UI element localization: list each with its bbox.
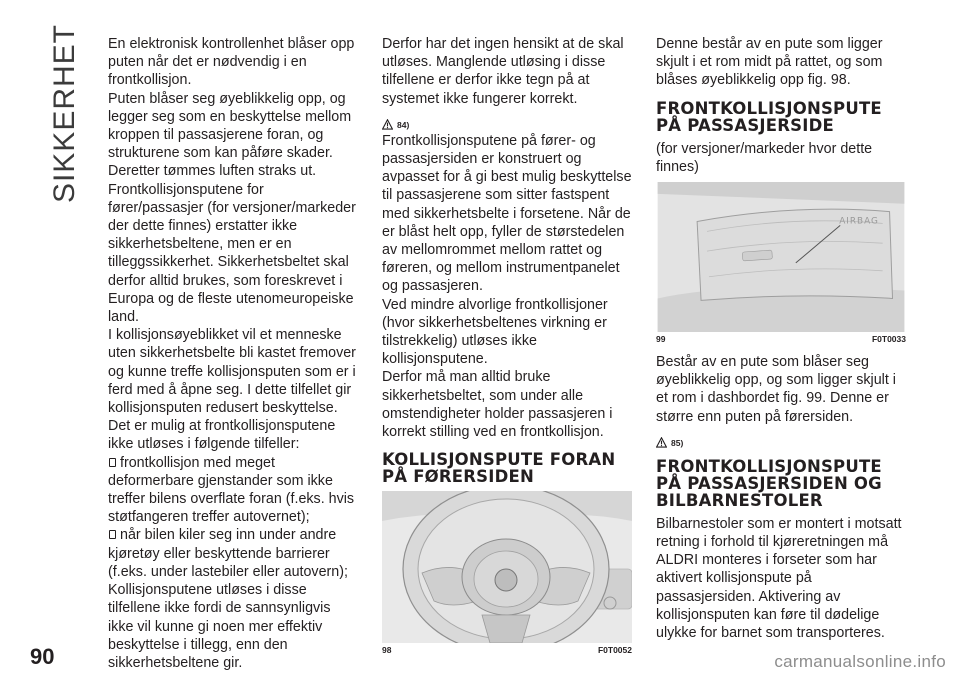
paragraph: Det er mulig at frontkollisjonsputene ikke utløses i følgende tilfeller: xyxy=(108,418,336,453)
paragraph: Derfor har det ingen hensikt at de skal utløses. Manglende utløsing i disse tilfellene er derfor ikke tegn på at systemet ikke fungerer korrekt. xyxy=(382,36,624,107)
warning-number: 84) xyxy=(397,119,410,130)
warning-reference xyxy=(656,428,906,448)
figure-code: F0T0052 xyxy=(597,645,632,656)
paragraph: Består av en pute som blåser seg øyeblikkelig opp, og som ligger skjult i et rom i dashbordet fig. 99. Denne er større enn puten på førersiden. xyxy=(656,354,896,425)
figure-caption xyxy=(656,334,906,345)
warning-number: 85) xyxy=(671,437,684,448)
passenger-airbag-illustration xyxy=(656,182,906,332)
bullet-icon xyxy=(109,530,116,539)
warning-triangle-icon xyxy=(382,119,393,130)
figure-code: F0T0033 xyxy=(871,334,906,345)
paragraph: Frontkollisjonsputene på fører- og passasjersiden er konstruert og avpasset for å gi best mulig beskyttelse til passasjerene som sitter fastspent med sikkerhetsbelte i forsetene. Når de er blåst helt opp, fyller de størstedelen av mellomrommet mellom rattet og føreren, og mellom instrumentpanelet og passasjeren. xyxy=(382,132,632,295)
section-heading: KOLLISJONSPUTE FORAN PÅ FØRERSIDEN xyxy=(382,450,616,487)
section-heading: FRONTKOLLISJONSPUTE PÅ PASSASJERSIDE xyxy=(656,98,882,135)
paragraph: Kollisjonsputene utløses i disse tilfellene ikke fordi de sannsynligvis ikke vil kunne gi noen mer effektiv beskyttelse i tillegg, enn den sikkerhetsbeltene gir. xyxy=(108,582,331,671)
section-heading: FRONTKOLLISJONSPUTE PÅ PASSASJERSIDEN OG BILBARNESTOLER xyxy=(656,456,882,510)
airbag-label: AIRBAG xyxy=(839,216,879,227)
figure-passenger-airbag xyxy=(656,182,906,345)
text-column-3 xyxy=(656,35,906,642)
text-column-1 xyxy=(108,35,358,672)
bullet-icon xyxy=(109,458,116,467)
figure-number: 98 xyxy=(382,645,392,656)
paragraph: Bilbarnestoler som er montert i motsatt retning i forhold til kjøreretningen må ALDRI monteres i forseter som har aktivert kollisjonspute på passasjersiden. Aktivering av kollisjonsputen kan føre til dødelige ulykke for barnet som transporteres. xyxy=(656,515,902,642)
paragraph: Derfor må man alltid bruke sikkerhetsbeltet, som under alle omstendigheter holder passasjeren i korrekt stilling ved en frontkollisjon. xyxy=(382,369,613,441)
section-title: SIKKERHET xyxy=(48,24,81,204)
text-column-2 xyxy=(382,35,632,656)
paragraph: Denne består av en pute som ligger skjult i et rom midt på rattet, og som blåses øyeblikkelig opp fig. 98. xyxy=(656,36,883,89)
figure-number: 99 xyxy=(656,334,666,345)
paragraph: (for versjoner/markeder hvor dette finnes) xyxy=(656,140,873,175)
list-item-text: når bilen kiler seg inn under andre kjøretøy eller beskyttende barrierer (f.eks. under lastebiler eller autovern); xyxy=(108,527,348,580)
list-item xyxy=(108,454,358,527)
list-item-text: frontkollisjon med meget deformerbare gjenstander som ikke treffer bilens overflate foran (f.eks. hvis støtfangeren treffer autovernet); xyxy=(108,454,355,526)
paragraph: Frontkollisjonsputene for fører/passasjer (for versjoner/markeder der dette finnes) erstatter ikke sikkerhetsbeltene, men er en tilleggssikkerhet. Sikkerhetsbeltet skal derfor alltid brukes, som foreskrevet i Europa og de fleste utenomeuropeiske land. xyxy=(108,181,356,326)
watermark-link[interactable]: carmanualsonline.info xyxy=(774,652,946,671)
paragraph: En elektronisk kontrollenhet blåser opp puten når det er nødvendig i en frontkollisjon. xyxy=(108,36,355,89)
page-number: 90 xyxy=(30,644,55,669)
warning-reference xyxy=(382,110,632,130)
paragraph: Ved mindre alvorlige frontkollisjoner (hvor sikkerhetsbeltenes virkning er tilstrekkelig) utløses ikke kollisjonsputene. xyxy=(382,296,608,368)
paragraph: Puten blåser seg øyeblikkelig opp, og legger seg som en beskyttelse mellom kroppen til passasjerene foran, og strukturene som kan påføre skader. Deretter tømmes luften straks ut. xyxy=(108,90,352,180)
warning-triangle-icon xyxy=(656,437,667,448)
paragraph: I kollisjonsøyeblikket vil et menneske uten sikkerhetsbelte bli kastet fremover og kunne treffe kollisjonsputen som er i ferd med å åpne seg. I dette tilfellet gir kollisjonsputen redusert beskyttelse. xyxy=(108,327,356,417)
list-item xyxy=(108,526,358,581)
figure-caption xyxy=(382,645,632,656)
figure-steering-wheel xyxy=(382,491,632,656)
steering-wheel-illustration xyxy=(382,491,632,643)
